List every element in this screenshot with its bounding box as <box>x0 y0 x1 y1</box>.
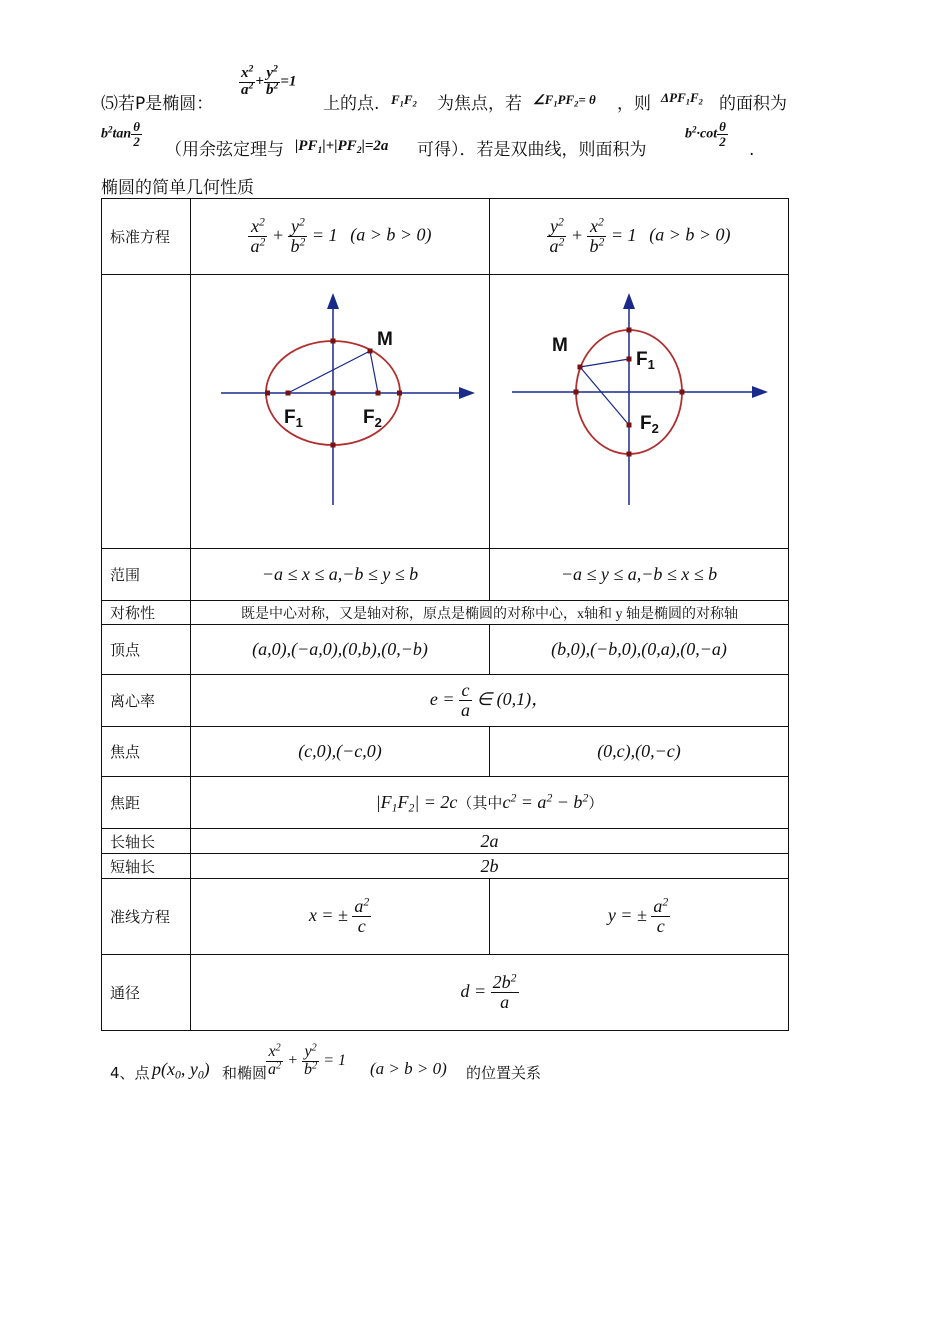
label-F1: $F_1$ <box>636 349 655 372</box>
standard-equation-horizontal: $\frac{x^2}{a^2}$ + $\frac{y^2}{b^2}$ = 1 (a > b > 0) <box>191 199 490 275</box>
section-title: 椭圆的简单几何性质 <box>101 178 254 198</box>
intro-prefix: ⑸若P是椭圆： <box>101 94 214 114</box>
label-M: M <box>377 329 393 350</box>
vertex-right <box>680 390 685 395</box>
focal-distance-value: $|F_1F_2| = 2c$（其中$c^2 = a^2 - b^2$） <box>191 777 789 829</box>
y-axis-arrow <box>327 293 339 309</box>
x-axis-arrow <box>459 387 475 399</box>
label-M: M <box>552 335 568 356</box>
label-foci: 焦点 <box>102 727 191 777</box>
eccentricity-value: e = $\frac{c}{a}$ ∈ (0,1)， <box>191 675 789 727</box>
row-foci <box>102 727 789 777</box>
intro-hint-suffix: 可得）．若是双曲线，则面积为 <box>417 140 647 160</box>
label-F2: $F_2$ <box>363 407 382 430</box>
label-latus-rectum: 通径 <box>102 955 191 1031</box>
row-vertices <box>102 625 789 675</box>
y-axis-arrow <box>623 293 635 309</box>
ellipse-equation-inline: $\frac{x^2}{a^2}$ + $\frac{y^2}{b^2}$ =1 <box>241 63 297 98</box>
intro-hint-prefix: （用余弦定理与 <box>165 140 284 160</box>
vertical-ellipse-diagram <box>490 275 788 543</box>
range-vertical: −a ≤ y ≤ a,−b ≤ x ≤ b <box>490 549 789 601</box>
row-eccentricity <box>102 675 789 727</box>
row-standard-equation <box>102 199 789 275</box>
section4-suffix: 的位置关系 <box>466 1064 542 1082</box>
row-symmetry <box>102 601 789 625</box>
vertices-horizontal: (a,0),(−a,0),(0,b),(0,−b) <box>191 625 490 675</box>
section-4-heading <box>110 1044 710 1094</box>
row-latus-rectum <box>102 955 789 1031</box>
center-point <box>331 391 336 396</box>
intro-then: ，则 <box>617 94 651 114</box>
label-standard-equation: 标准方程 <box>102 199 191 275</box>
ellipse-area-formula: $b^2\tan$ $\frac{\theta}{2}$ <box>101 119 140 149</box>
section4-mid: 和椭圆 <box>222 1064 268 1082</box>
intro-end: . <box>749 140 755 160</box>
row-diagrams <box>102 275 789 549</box>
foci-horizontal: (c,0),(−c,0) <box>191 727 490 777</box>
row-range <box>102 549 789 601</box>
label-focal-distance: 焦距 <box>102 777 191 829</box>
label-eccentricity: 离心率 <box>102 675 191 727</box>
foci-label-inline: $F_1F_2$ <box>391 92 417 109</box>
row-minor-axis <box>102 854 789 879</box>
label-vertices: 顶点 <box>102 625 191 675</box>
directrix-vertical: y = ± $\frac{a^2}{c}$ <box>490 879 789 955</box>
section4-prefix: 4、点 <box>110 1064 150 1082</box>
directrix-horizontal: x = ± $\frac{a^2}{c}$ <box>191 879 490 955</box>
triangle-expression: $\Delta PF_1F_2$ <box>661 90 703 107</box>
focus-F1 <box>286 391 291 396</box>
vertices-vertical: (b,0),(−b,0),(0,a),(0,−a) <box>490 625 789 675</box>
point-M <box>368 349 373 354</box>
vertex-left <box>265 391 270 396</box>
angle-expression: $\angle F_1PF_2= \theta$ <box>533 92 596 109</box>
ellipse-properties-table <box>101 198 789 1031</box>
line-MF2 <box>580 367 629 425</box>
label-major-axis: 长轴长 <box>102 829 191 854</box>
section4-cond: (a > b > 0) <box>370 1059 447 1078</box>
line-MF1 <box>580 359 629 367</box>
diagram-vertical-cell <box>490 275 789 549</box>
line-MF2 <box>370 351 378 393</box>
vertex-bottom <box>331 443 336 448</box>
range-horizontal: −a ≤ x ≤ a,−b ≤ y ≤ b <box>191 549 490 601</box>
foci-vertical: (0,c),(0,−c) <box>490 727 789 777</box>
vertex-bottom <box>627 452 632 457</box>
focus-F2 <box>627 423 632 428</box>
row-focal-distance <box>102 777 789 829</box>
line-MF1 <box>288 351 370 393</box>
label-minor-axis: 短轴长 <box>102 854 191 879</box>
row-directrix <box>102 879 789 955</box>
label-F1: $F_1$ <box>284 407 303 430</box>
vertex-top <box>331 339 336 344</box>
label-directrix: 准线方程 <box>102 879 191 955</box>
intro-line-1 <box>101 62 881 118</box>
intro-line-2 <box>101 118 881 164</box>
latus-rectum-value: d = $\frac{2b^2}{a}$ <box>191 955 789 1031</box>
diagram-horizontal-cell <box>191 275 490 549</box>
x-axis-arrow <box>752 386 768 398</box>
standard-equation-vertical: $\frac{y^2}{a^2}$ + $\frac{x^2}{b^2}$ = 1 (a > b > 0) <box>490 199 789 275</box>
focus-F2 <box>376 391 381 396</box>
point-p-expression: $p(x_0$, $y_0$) <box>152 1059 210 1082</box>
section4-ellipse-eq: $\frac{x^2}{a^2}$ + $\frac{y^2}{b^2}$ = 1 <box>268 1042 346 1078</box>
focus-F1 <box>627 357 632 362</box>
vertex-left <box>574 390 579 395</box>
point-M <box>578 365 583 370</box>
intro-foci-suffix: 为焦点，若 <box>437 94 522 114</box>
symmetry-text: 既是中心对称，又是轴对称，原点是椭圆的对称中心，x轴和 y 轴是椭圆的对称轴 <box>191 601 789 625</box>
intro-mid: 上的点. <box>323 94 380 114</box>
vertex-top <box>627 328 632 333</box>
standard-cond-h: (a > b > 0) <box>350 224 432 245</box>
horizontal-ellipse-diagram <box>191 275 489 543</box>
intro-area: 的面积为 <box>719 94 787 114</box>
label-range: 范围 <box>102 549 191 601</box>
minor-axis-value: 2b <box>191 854 789 879</box>
vertex-right <box>397 391 402 396</box>
major-axis-value: 2a <box>191 829 789 854</box>
row-major-axis <box>102 829 789 854</box>
standard-cond-v: (a > b > 0) <box>649 224 731 245</box>
label-symmetry: 对称性 <box>102 601 191 625</box>
label-F2: $F_2$ <box>640 413 659 436</box>
hyperbola-area-formula: $b^2\cdot\cot$ $\frac{\theta}{2}$ <box>685 119 726 149</box>
focal-sum-expression: $|PF_1|+|PF_2|=2a$ <box>295 138 389 156</box>
